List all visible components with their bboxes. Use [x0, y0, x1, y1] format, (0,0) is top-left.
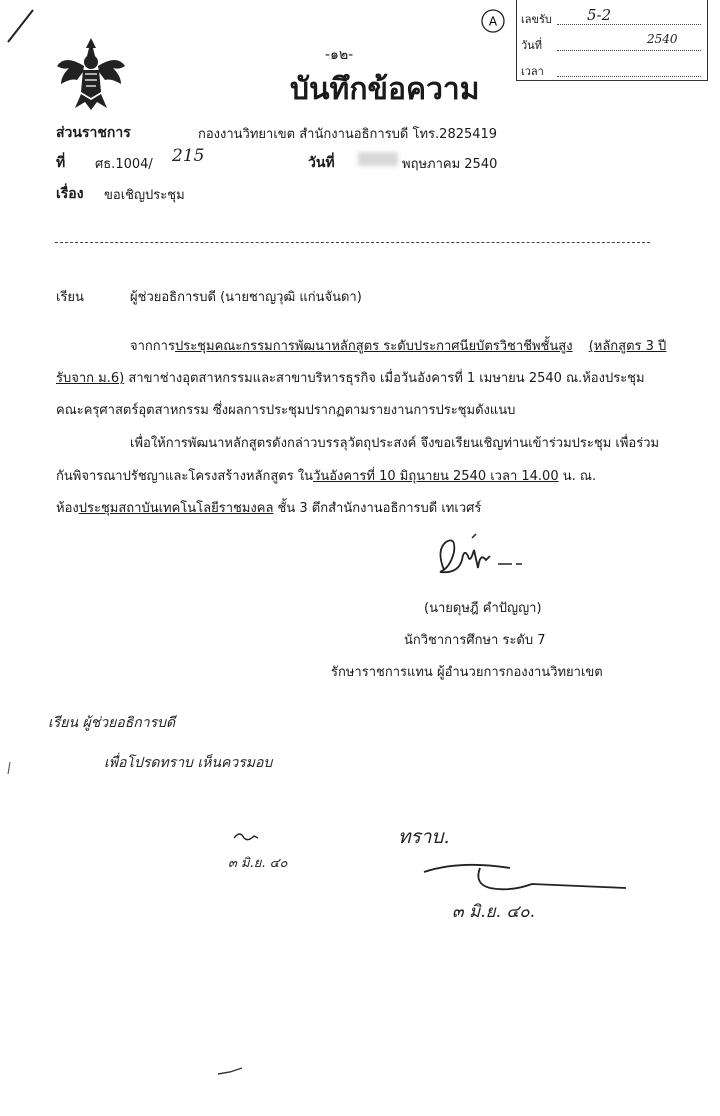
body-p1-l2-b: สาขาช่างอุตสาหกรรมและสาขาบริหารธุรกิจ เมื่อวันอังคารที่ 1 เมษายน 2540 ณ.ห้องประชุม [124, 371, 645, 386]
doc-no-handwritten: 215 [172, 146, 205, 166]
signer-position: นักวิชาการศึกษา ระดับ 7 [404, 633, 546, 648]
date-redaction-smudge [358, 152, 398, 166]
stray-mark-left [4, 760, 14, 780]
body-p1-l2-a: รับจาก ม.6) [56, 371, 125, 386]
receiving-stamp [516, 0, 708, 81]
body-p2-line3 [56, 497, 481, 518]
stamp-received-no-value: 5-2 [587, 6, 612, 24]
subject-label: เรื่อง [56, 186, 84, 202]
body-p1-line2 [56, 367, 645, 388]
body-p1-l1-b: ประชุมคณะกรรมการพัฒนาหลักสูตร ระดับประกาศนียบัตรวิชาชีพชั้นสูง [174, 339, 573, 354]
doc-no-label: ที่ [56, 155, 66, 171]
body-p2-l2-c: น. ณ. [558, 469, 597, 484]
stray-mark-bottom [216, 1064, 246, 1078]
body-p2-l3-c: ชั้น 3 ตึกสำนักงานอธิการบดี เทเวศร์ [273, 501, 482, 516]
note-initials-mark [232, 828, 262, 844]
header-separator [55, 242, 650, 243]
circled-a-mark [480, 8, 506, 34]
body-p2-l2-a: กันพิจารณาปรัชญาและโครงสร้างหลักสูตร ใน [56, 469, 314, 484]
agency-value: กองงานวิทยาเขต สำนักงานอธิการบดี โทร.2825419 [198, 127, 498, 142]
subject-value: ขอเชิญประชุม [104, 188, 185, 203]
date-value: พฤษภาคม 2540 [402, 157, 498, 172]
circled-a-letter: A [488, 14, 498, 29]
handwritten-acknowledged: ทราบ. [398, 826, 450, 848]
body-p2-l2-b: วันอังคารที่ 10 มิถุนายน 2540 เวลา 14.00 [313, 469, 559, 484]
stamp-date-value: 2540 [647, 32, 678, 46]
handwritten-note-line2: เพื่อโปรดทราบ เห็นควรมอบ [104, 755, 273, 771]
body-p2-l3-a: ห้อง [56, 501, 79, 516]
salutation-value: ผู้ช่วยอธิการบดี (นายชาญวุฒิ แก่นจันดา) [130, 290, 362, 305]
garuda-emblem [55, 36, 127, 112]
date-label: วันที่ [308, 155, 335, 171]
signature [428, 530, 548, 590]
doc-no-value: ศธ.1004/ [95, 157, 153, 172]
body-p2-line2 [56, 465, 596, 486]
stamp-time-label: เวลา [521, 65, 544, 78]
body-p2-line1: เพื่อให้การพัฒนาหลักสูตรดังกล่าวบรรลุวัตถุประสงค์ จึงขอเรียนเชิญท่านเข้าร่วมประชุม เพื่อร่วม [130, 436, 660, 451]
signer-acting: รักษาราชการแทน ผู้อำนวยการกองงานวิทยาเขต [331, 665, 603, 680]
body-p1-l1-c: (หลักสูตร 3 ปี [588, 339, 667, 354]
salutation-label: เรียน [56, 290, 84, 305]
handwritten-note-line1: เรียน ผู้ช่วยอธิการบดี [48, 715, 176, 731]
body-p1-line1 [130, 335, 666, 356]
body-p1-line3: คณะครุศาสตร์อุตสาหกรรม ซึ่งผลการประชุมปรากฏตามรายงานการประชุมดังแนบ [56, 403, 516, 418]
stamp-date-label: วันที่ [521, 39, 542, 52]
document-title: บันทึกข้อความ [290, 72, 480, 107]
page-number: -๑๒- [325, 47, 354, 63]
body-p1-l1-a: จากการ [130, 339, 175, 354]
signer-name: (นายดุษฎี คำปัญญา) [424, 601, 542, 616]
handwritten-note-date: ๓ มิ.ย. ๔๐ [228, 856, 288, 871]
stamp-received-no-label: เลขรับ [521, 13, 552, 26]
body-p2-l3-b: ประชุมสถาบันเทคโนโลยีราชมงคล [78, 501, 274, 516]
handwritten-approval-date: ๓ มิ.ย. ๔๐. [452, 902, 536, 922]
agency-label: ส่วนราชการ [56, 125, 131, 141]
corner-slash-mark [0, 0, 40, 50]
